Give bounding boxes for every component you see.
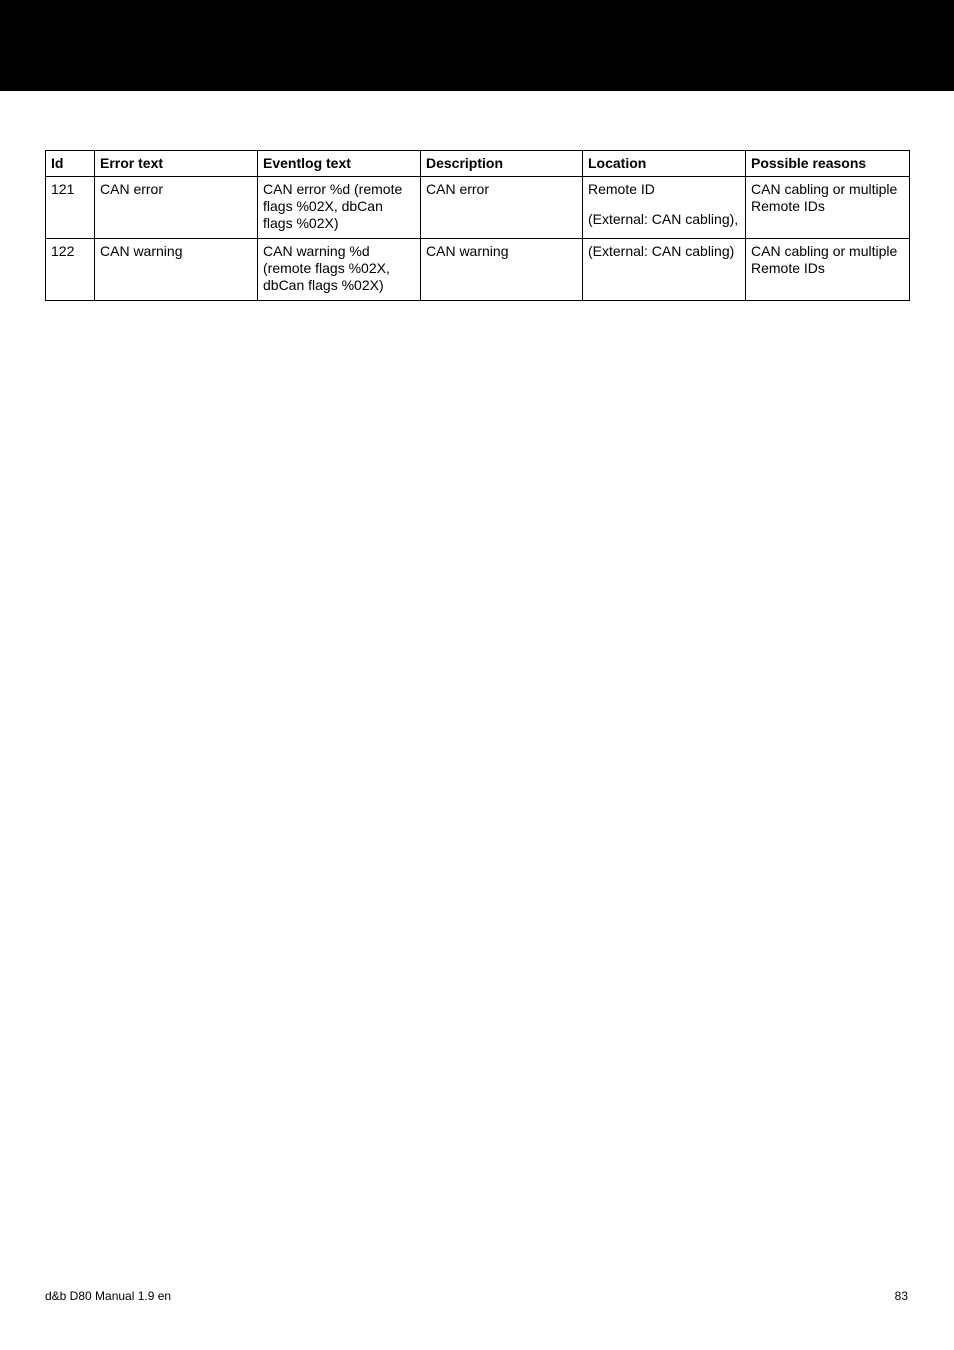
cell-id: 122 xyxy=(46,239,95,301)
column-header-possible-reasons: Possible reasons xyxy=(746,151,910,177)
cell-possible-reasons: CAN cabling or multiple Remote IDs xyxy=(746,177,910,239)
table-row xyxy=(46,239,910,301)
cell-description: CAN error xyxy=(421,177,583,239)
location-line: (External: CAN cabling) xyxy=(588,243,735,259)
location-line: (External: CAN cabling), xyxy=(588,211,739,227)
column-header-eventlog-text: Eventlog text xyxy=(258,151,421,177)
error-table xyxy=(45,150,910,301)
column-header-error-text: Error text xyxy=(95,151,258,177)
cell-eventlog-text: CAN warning %d (remote flags %02X, dbCan flags %02X) xyxy=(258,239,421,301)
table-header-row xyxy=(46,151,910,177)
cell-id: 121 xyxy=(46,177,95,239)
column-header-id: Id xyxy=(46,151,95,177)
cell-description: CAN warning xyxy=(421,239,583,301)
cell-possible-reasons: CAN cabling or multiple Remote IDs xyxy=(746,239,910,301)
cell-location xyxy=(583,239,746,301)
cell-error-text: CAN warning xyxy=(95,239,258,301)
column-header-location: Location xyxy=(583,151,746,177)
column-header-description: Description xyxy=(421,151,583,177)
location-line: Remote ID xyxy=(588,181,655,197)
table-row xyxy=(46,177,910,239)
cell-eventlog-text: CAN error %d (remote flags %02X, dbCan flags %02X) xyxy=(258,177,421,239)
cell-location xyxy=(583,177,746,239)
footer-manual-title: d&b D80 Manual 1.9 en xyxy=(45,1289,172,1303)
cell-error-text: CAN error xyxy=(95,177,258,239)
footer-page-number: 83 xyxy=(894,1289,908,1303)
header-bar xyxy=(0,0,954,91)
